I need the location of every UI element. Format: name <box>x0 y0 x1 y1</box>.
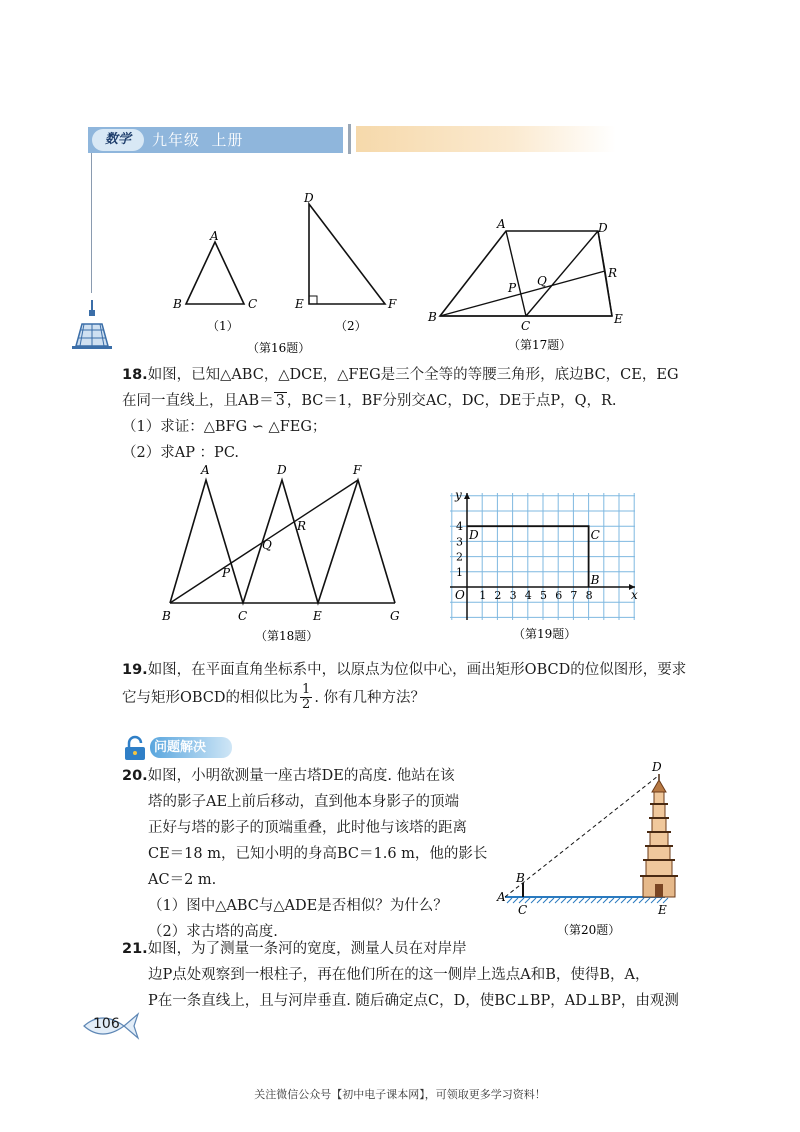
ground-hatch <box>603 898 608 903</box>
figure-18 <box>155 460 415 650</box>
fig17-D: D <box>598 221 608 235</box>
figure-20 <box>495 758 685 938</box>
fig17-B: B <box>428 310 437 324</box>
fig20-D: D <box>652 760 662 774</box>
problem-18-sub2: （2）求AP ：PC. <box>122 445 240 461</box>
ground-hatch <box>615 898 620 903</box>
ground-hatch <box>585 898 590 903</box>
problem-21-line: P在一条直线上，且与河岸垂直. 随后确定点C，D，使BC⊥BP，AD⊥BP，由观测 <box>148 993 679 1009</box>
fig17-P: P <box>508 281 517 295</box>
fig19-C: C <box>590 528 600 543</box>
fraction-numerator: 1 <box>302 682 311 697</box>
ground-hatch <box>543 898 548 903</box>
fig16-F: F <box>388 297 397 311</box>
tower-icon <box>70 300 114 350</box>
problem-20-line: CE＝18 m，已知小明的身高BC＝1.6 m，他的影长 <box>148 846 488 862</box>
pagoda-icon <box>640 774 678 897</box>
problem-21-line: 如图，为了测量一条河的宽度，测量人员在对岸岸 <box>147 941 467 957</box>
header-gradient-band <box>356 126 616 152</box>
y-tick-label: 4 <box>456 520 463 534</box>
x-tick-label: 1 <box>479 589 487 602</box>
problem-19 <box>122 657 722 712</box>
fig18-Q: Q <box>262 538 272 552</box>
fig16-caption: （第16题） <box>247 341 311 355</box>
problem-20-sub1: （1）图中△ABC与△ADE是否相似？为什么？ <box>148 898 448 914</box>
x-tick-label: 5 <box>540 589 547 602</box>
problem-20-line: AC＝2 m. <box>148 872 217 888</box>
sqrt-value: 3 <box>275 393 285 409</box>
problem-21-line: 边P点处观察到一根柱子，再在他们所在的这一侧岸上选点A和B，使得B，A， <box>148 967 650 983</box>
fig18-A: A <box>201 463 210 477</box>
fig16-E: E <box>295 297 304 311</box>
ground-hatch <box>645 898 650 903</box>
fig16-label-2: （2） <box>335 319 367 333</box>
ground-hatch <box>609 898 614 903</box>
x-tick-label: 3 <box>509 589 517 602</box>
fig16-B: B <box>173 297 182 311</box>
ground-hatch <box>627 898 632 903</box>
ground-hatch <box>555 898 560 903</box>
problem-20-line: 正好与塔的影子的顶端重叠，此时他与该塔的距离 <box>148 820 467 836</box>
y-tick-label: 3 <box>456 535 463 549</box>
ground-hatch <box>561 898 566 903</box>
fig17-C: C <box>521 319 531 333</box>
problem-18 <box>122 362 722 466</box>
x-tick-label: 8 <box>585 589 593 602</box>
fig16-D: D <box>304 191 314 205</box>
problem-number: 18. <box>122 367 148 383</box>
problem-20-sub2: （2）求古塔的高度. <box>148 924 278 940</box>
x-tick-label: 7 <box>570 589 578 602</box>
fig19-O: O <box>455 588 465 602</box>
margin-line <box>91 153 92 293</box>
x-tick-label: 6 <box>555 589 563 602</box>
ground-hatch <box>573 898 578 903</box>
problem-18-text-2a: 在同一直线上，且AB＝ <box>122 393 274 409</box>
y-tick-label: 1 <box>456 565 463 579</box>
figure-16 <box>165 190 405 360</box>
ground-hatch <box>651 898 656 903</box>
fig19-D: D <box>469 528 479 543</box>
ground-hatch <box>531 898 536 903</box>
problem-number: 20. <box>122 768 148 784</box>
fraction-denominator: 2 <box>302 697 311 712</box>
ground-hatch <box>633 898 638 903</box>
fig18-caption: （第18题） <box>255 629 319 643</box>
problem-18-line1 <box>122 362 722 388</box>
problem-20-line: 塔的影子AE上前后移动，直到他本身影子的顶端 <box>148 794 460 810</box>
problem-20 <box>122 763 502 945</box>
fig17-Q: Q <box>537 274 547 288</box>
fig20-C: C <box>518 903 528 917</box>
fig19-B: B <box>590 573 600 587</box>
ground-hatch <box>537 898 542 903</box>
fig20-E: E <box>658 903 667 917</box>
x-axis-label: x <box>631 588 638 602</box>
problem-20-line: 如图，小明欲测量一座古塔DE的高度. 他站在该 <box>147 768 455 784</box>
ground-hatch <box>639 898 644 903</box>
ground-hatch <box>621 898 626 903</box>
fig16-A: A <box>210 229 219 243</box>
y-tick-label: 2 <box>456 550 463 564</box>
fig16-label-1: （1） <box>207 319 239 333</box>
ground-hatch <box>591 898 596 903</box>
fig18-D: D <box>277 463 287 477</box>
y-axis-label: y <box>455 488 462 502</box>
problem-18-sub1: （1）求证：△BFG ∽ △FEG； <box>122 419 327 435</box>
fig17-E: E <box>614 312 623 326</box>
problem-18-text-2b: ，BC＝1，BF分别交AC，DC，DE于点P，Q，R. <box>286 393 617 409</box>
grade-title: 九年级 上册 <box>152 131 244 149</box>
ground-hatch <box>579 898 584 903</box>
page-number: 106 <box>93 1016 120 1032</box>
ground-hatch <box>507 898 512 903</box>
fig18-C: C <box>238 609 248 623</box>
fig17-caption: （第17题） <box>508 338 572 352</box>
header-separator <box>348 124 351 154</box>
ground-hatch <box>549 898 554 903</box>
fig18-F: F <box>353 463 362 477</box>
coordinate-grid <box>450 488 638 620</box>
problem-19-text-2b: . 你有几种方法？ <box>314 689 426 706</box>
fig19-caption: （第19题） <box>513 627 577 641</box>
ground-hatch <box>597 898 602 903</box>
x-tick-label: 4 <box>524 589 532 602</box>
figure-17 <box>425 215 640 355</box>
fig18-G: G <box>390 609 400 623</box>
fraction <box>300 683 312 712</box>
problem-19-text: 如图，在平面直角坐标系中，以原点为位似中心，画出矩形OBCD的位似图形，要求 <box>147 662 687 678</box>
fig20-A: A <box>497 890 506 904</box>
problem-19-text-2a: 它与矩形OBCD的相似比为 <box>122 689 299 706</box>
fig16-C: C <box>248 297 258 311</box>
subject-badge: 数学 <box>92 129 144 151</box>
fig18-R: R <box>297 519 307 533</box>
problem-number: 19. <box>122 662 148 678</box>
lock-icon <box>122 735 150 761</box>
footer-note: 关注微信公众号【初中电子课本网】，可领取更多学习资料！ <box>254 1088 546 1101</box>
figure-19 <box>445 485 645 650</box>
x-tick-label: 2 <box>494 589 502 602</box>
fig20-B: B <box>516 871 525 885</box>
problem-number: 21. <box>122 941 148 957</box>
fig18-B: B <box>162 609 171 623</box>
problem-21 <box>122 936 722 1014</box>
problem-18-text: 如图，已知△ABC，△DCE，△FEG是三个全等的等腰三角形，底边BC，CE，EG <box>147 367 679 383</box>
section-tag: 问题解决 <box>154 740 207 755</box>
fig17-R: R <box>608 266 618 280</box>
fig17-A: A <box>497 217 506 231</box>
fig18-E: E <box>313 609 322 623</box>
problem-18-line2 <box>122 388 722 414</box>
fig18-P: P <box>222 566 231 580</box>
ground-hatch <box>567 898 572 903</box>
fig20-caption: （第20题） <box>557 923 621 937</box>
